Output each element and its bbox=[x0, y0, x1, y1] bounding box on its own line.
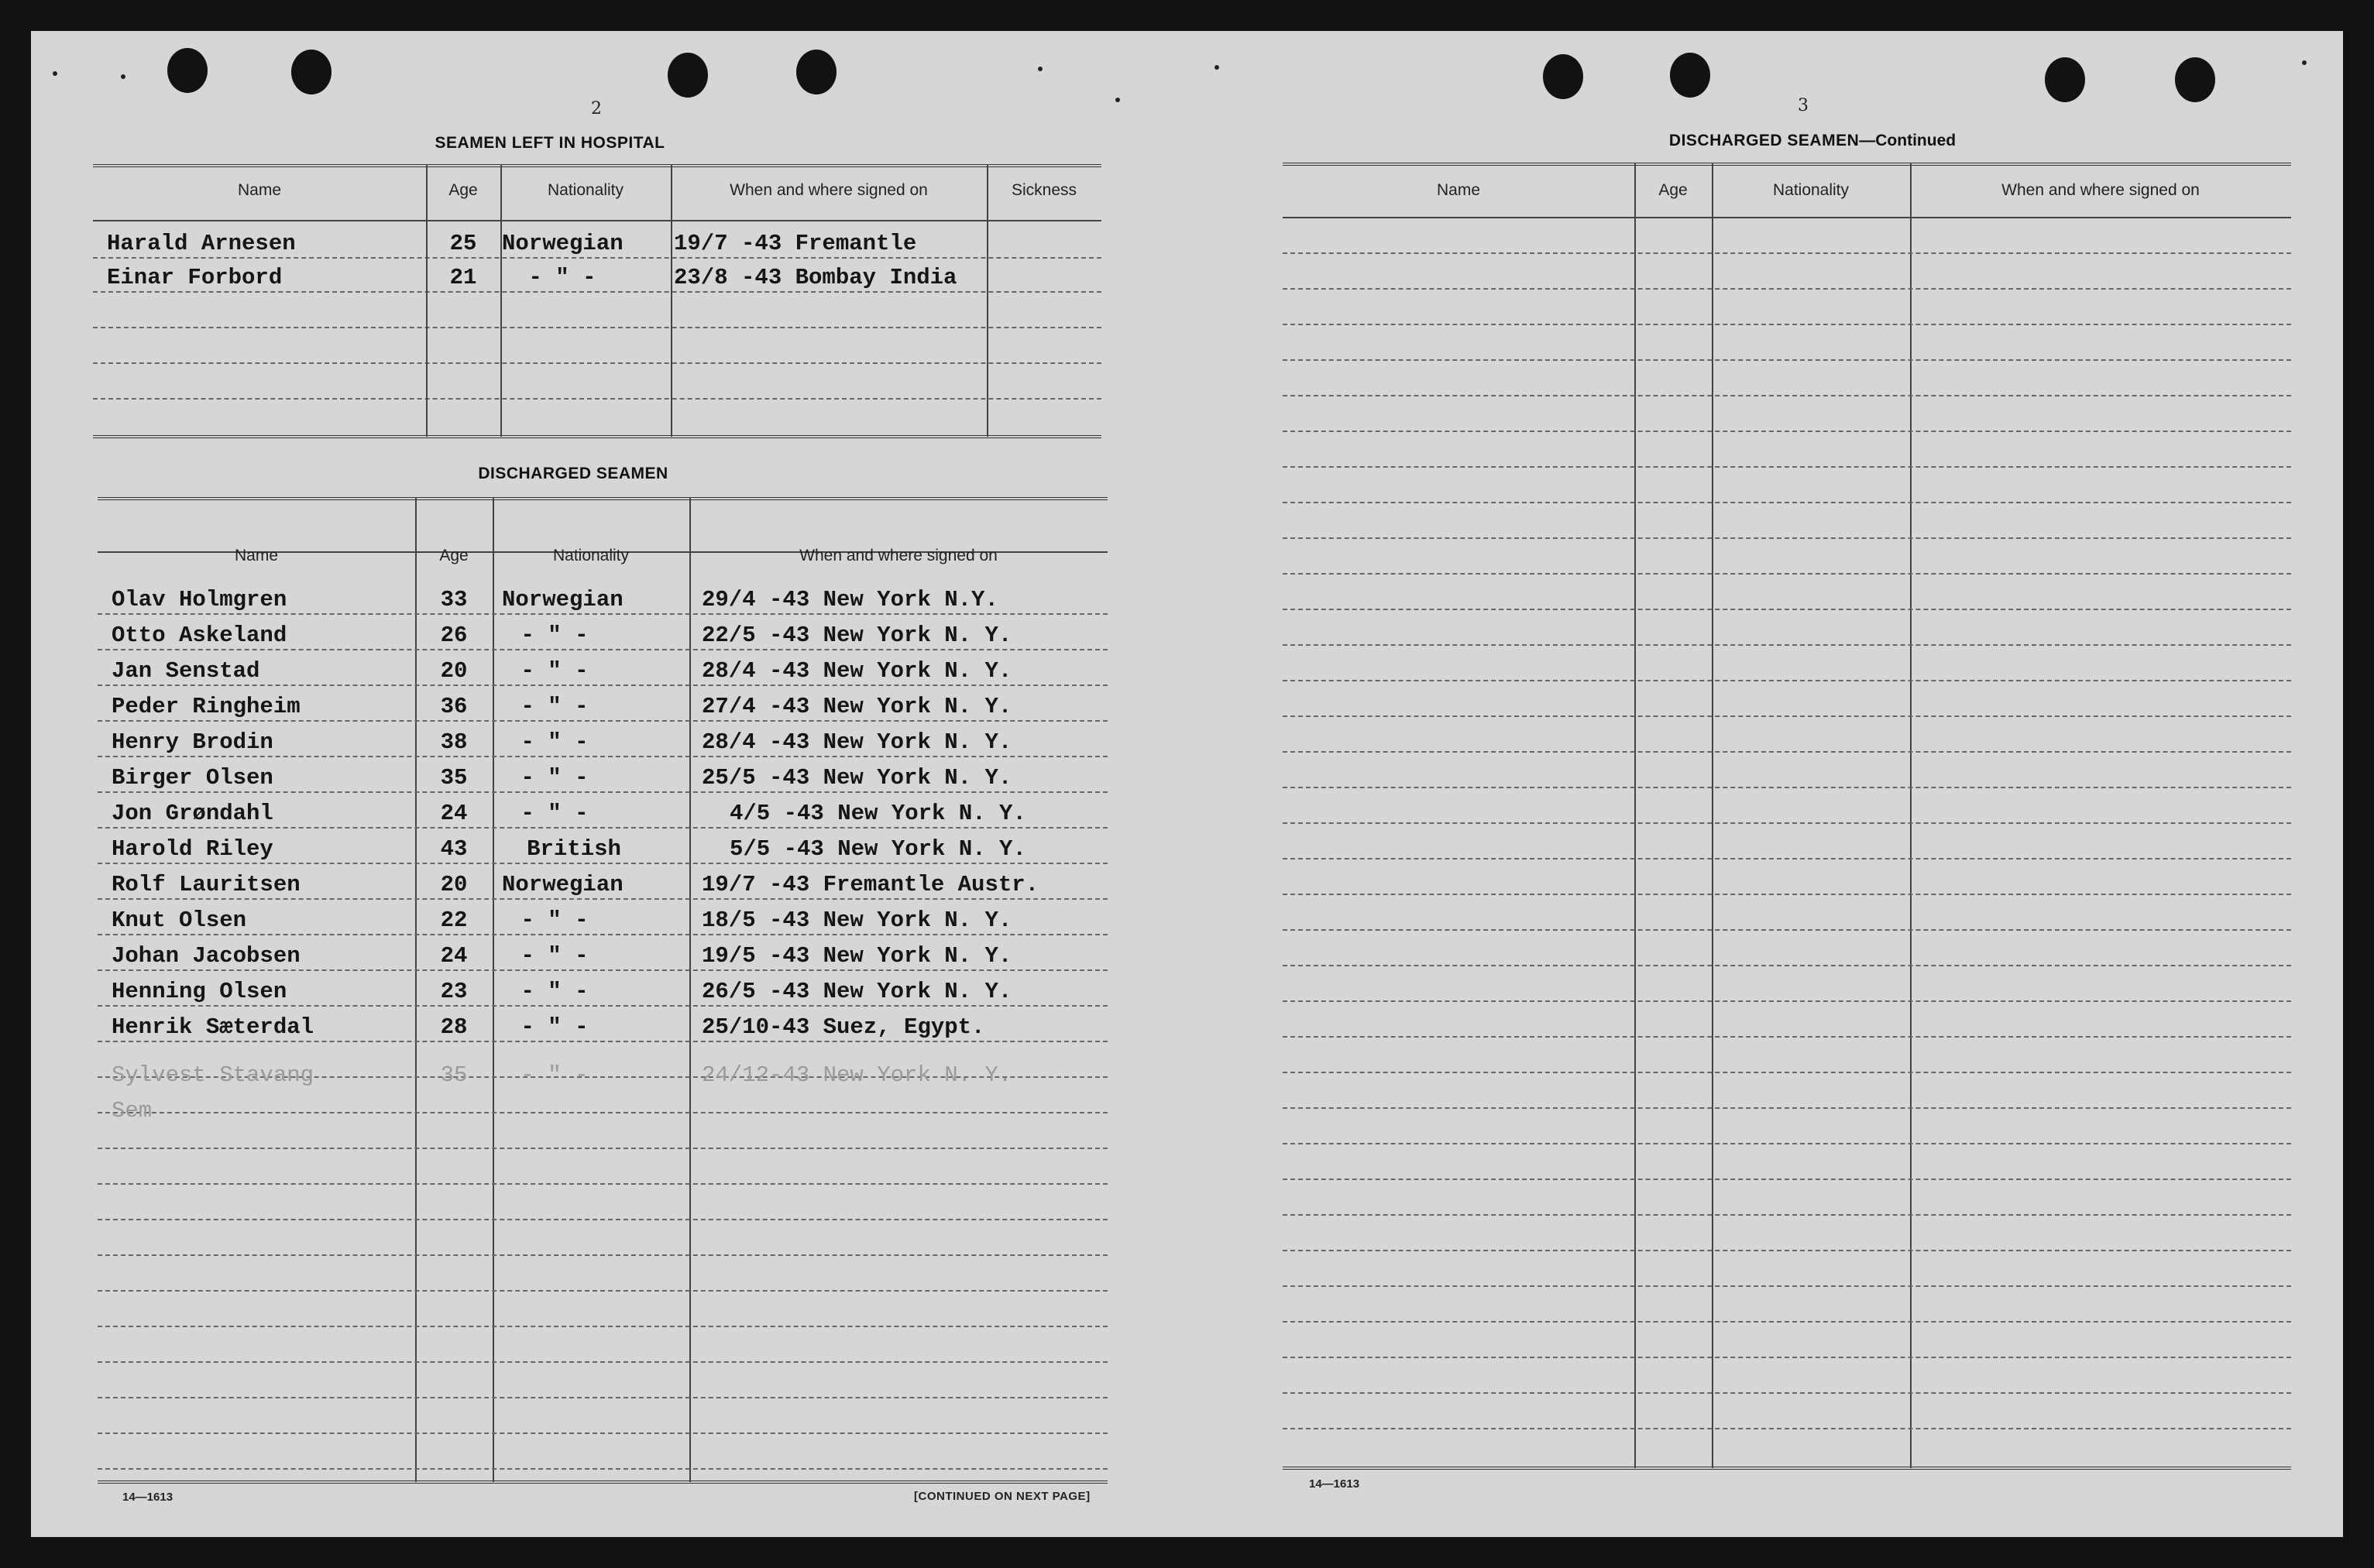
row-rule bbox=[1283, 1285, 2291, 1287]
header-signed-on: When and where signed on bbox=[730, 181, 928, 199]
cell-age: 28 bbox=[440, 1014, 468, 1040]
form-number: 14—1613 bbox=[122, 1491, 173, 1504]
title-main: DISCHARGED SEAMEN bbox=[1668, 132, 1860, 149]
row-rule bbox=[1283, 1214, 2291, 1216]
cell-age: 36 bbox=[440, 694, 468, 719]
row-rule bbox=[1283, 1179, 2291, 1180]
discharged-table bbox=[98, 497, 1108, 1487]
cell-signed-on: 18/5 -43 New York N. Y. bbox=[702, 908, 1012, 933]
row-rule bbox=[1283, 644, 2291, 646]
cell-nationality: Norwegian bbox=[502, 587, 624, 612]
cell-signed-on: 28/4 -43 New York N. Y. bbox=[702, 729, 1012, 755]
column-rule bbox=[1712, 163, 1713, 1468]
table-rule bbox=[93, 164, 1101, 167]
row-rule bbox=[1283, 1357, 2291, 1358]
row-rule bbox=[1283, 1107, 2291, 1109]
cell-signed-on: 26/5 -43 New York N. Y. bbox=[702, 979, 1012, 1004]
row-rule bbox=[98, 1361, 1108, 1363]
cell-nationality: - " - bbox=[520, 694, 589, 719]
column-rule bbox=[1910, 163, 1912, 1468]
cell-name: Johan Jacobsen bbox=[112, 943, 301, 969]
header-signed-on: When and where signed on bbox=[2001, 181, 2200, 199]
table-rule bbox=[1283, 217, 2291, 218]
cell-name: Otto Askeland bbox=[112, 623, 287, 648]
table-rule bbox=[1283, 163, 2291, 166]
cell-age: 23 bbox=[440, 979, 468, 1004]
cell-name: Knut Olsen bbox=[112, 908, 247, 933]
cell-age: 24 bbox=[440, 943, 468, 969]
header-name: Name bbox=[234, 547, 279, 564]
header-sickness: Sickness bbox=[1011, 181, 1077, 199]
table-row bbox=[98, 618, 1108, 652]
cell-signed-on: 19/7 -43 Fremantle bbox=[674, 231, 917, 256]
cell-nationality: - " - bbox=[520, 1014, 589, 1040]
cell-name: Henry Brodin bbox=[112, 729, 273, 755]
cell-name: Harold Riley bbox=[112, 836, 273, 862]
row-rule bbox=[1283, 252, 2291, 254]
row-rule bbox=[98, 1432, 1108, 1434]
cell-nationality: Norwegian bbox=[502, 231, 624, 256]
table-row bbox=[98, 582, 1108, 616]
discharged-section-title: DISCHARGED SEAMEN bbox=[478, 465, 668, 482]
row-rule bbox=[1283, 751, 2291, 753]
page-number: 2 bbox=[591, 99, 602, 118]
header-age: Age bbox=[1658, 181, 1688, 199]
cell-nationality: - " - bbox=[520, 765, 589, 791]
cell-age: 33 bbox=[440, 587, 468, 612]
row-rule bbox=[1283, 929, 2291, 931]
cell-nationality: - " - bbox=[520, 908, 589, 933]
cell-age: 35 bbox=[440, 1062, 468, 1088]
row-rule bbox=[1283, 965, 2291, 966]
column-rule bbox=[500, 164, 502, 437]
cell-signed-on: 29/4 -43 New York N.Y. bbox=[702, 587, 998, 612]
row-rule bbox=[1283, 715, 2291, 717]
row-rule bbox=[93, 362, 1101, 364]
cell-signed-on: 19/5 -43 New York N. Y. bbox=[702, 943, 1012, 969]
cell-nationality: - " - bbox=[520, 1062, 589, 1088]
row-rule bbox=[98, 1397, 1108, 1398]
row-rule bbox=[1283, 431, 2291, 432]
right-page bbox=[1193, 31, 2343, 1537]
row-rule bbox=[1283, 858, 2291, 859]
table-row bbox=[98, 867, 1108, 901]
table-row bbox=[98, 725, 1108, 759]
table-rule bbox=[1283, 1467, 2291, 1470]
cell-age: 35 bbox=[440, 765, 468, 791]
header-nationality: Nationality bbox=[1772, 181, 1850, 199]
cell-name: Birger Olsen bbox=[112, 765, 273, 791]
table-row bbox=[98, 974, 1108, 1008]
row-rule bbox=[1283, 609, 2291, 610]
row-rule bbox=[1283, 894, 2291, 895]
cell-signed-on: 27/4 -43 New York N. Y. bbox=[702, 694, 1012, 719]
cell-name: Olav Holmgren bbox=[112, 587, 287, 612]
cell-age: 24 bbox=[440, 801, 468, 826]
row-rule bbox=[1283, 288, 2291, 290]
row-rule bbox=[1283, 502, 2291, 503]
cell-nationality: British bbox=[527, 836, 621, 862]
cell-nationality: Norwegian bbox=[502, 872, 624, 897]
cell-age: 25 bbox=[449, 231, 477, 256]
cell-age: 21 bbox=[449, 265, 477, 290]
cell-name: Henning Olsen bbox=[112, 979, 287, 1004]
cell-name: Henrik Sæterdal bbox=[112, 1014, 314, 1040]
cell-signed-on: 19/7 -43 Fremantle Austr. bbox=[702, 872, 1039, 897]
table-row bbox=[98, 654, 1108, 688]
cell-age: 20 bbox=[440, 658, 468, 684]
row-rule bbox=[98, 1290, 1108, 1292]
title-suffix: —Continued bbox=[1859, 132, 1957, 149]
row-rule bbox=[1283, 787, 2291, 788]
cell-nationality: - " - bbox=[520, 801, 589, 826]
row-rule bbox=[98, 1183, 1108, 1185]
row-rule bbox=[98, 1326, 1108, 1327]
cell-signed-on: 5/5 -43 New York N. Y. bbox=[730, 836, 1026, 862]
table-row bbox=[93, 226, 1101, 260]
cell-signed-on: 25/10-43 Suez, Egypt. bbox=[702, 1014, 985, 1040]
row-rule bbox=[1283, 395, 2291, 396]
cell-name: Jon Grøndahl bbox=[112, 801, 273, 826]
row-rule bbox=[1283, 1250, 2291, 1251]
row-rule bbox=[1283, 466, 2291, 468]
document-sheet bbox=[31, 31, 2343, 1537]
header-age: Age bbox=[439, 547, 469, 564]
header-name: Name bbox=[1436, 181, 1481, 199]
table-rule bbox=[98, 497, 1108, 500]
hospital-section-title: SEAMEN LEFT IN HOSPITAL bbox=[435, 134, 665, 152]
cell-nationality: - " - bbox=[520, 943, 589, 969]
cell-age: 22 bbox=[440, 908, 468, 933]
cell-name-line2: Sem bbox=[112, 1098, 153, 1124]
cell-age: 26 bbox=[440, 623, 468, 648]
cell-name: Sylvest Stavang bbox=[112, 1062, 314, 1088]
row-rule bbox=[1283, 1036, 2291, 1038]
cell-name: Peder Ringheim bbox=[112, 694, 301, 719]
header-age: Age bbox=[448, 181, 478, 199]
row-rule bbox=[1283, 324, 2291, 325]
header-nationality: Nationality bbox=[547, 181, 624, 199]
row-rule bbox=[1283, 1321, 2291, 1323]
cell-name: Jan Senstad bbox=[112, 658, 260, 684]
cell-signed-on: 4/5 -43 New York N. Y. bbox=[730, 801, 1026, 826]
cell-nationality: - " - bbox=[520, 979, 589, 1004]
row-rule bbox=[1283, 359, 2291, 361]
table-row bbox=[98, 903, 1108, 937]
row-rule bbox=[1283, 680, 2291, 681]
cell-nationality: - " - bbox=[528, 265, 596, 290]
row-rule bbox=[1283, 1000, 2291, 1002]
left-page bbox=[31, 31, 1162, 1537]
table-row-faint bbox=[98, 1093, 1108, 1127]
row-rule bbox=[98, 1468, 1108, 1470]
hospital-table bbox=[93, 164, 1101, 443]
cell-age: 43 bbox=[440, 836, 468, 862]
table-row bbox=[98, 1010, 1108, 1044]
table-row bbox=[98, 689, 1108, 723]
table-rule bbox=[93, 435, 1101, 438]
row-rule bbox=[98, 1219, 1108, 1220]
table-row bbox=[93, 260, 1101, 294]
table-row bbox=[98, 796, 1108, 830]
column-rule bbox=[671, 164, 672, 437]
row-rule bbox=[93, 398, 1101, 400]
row-rule bbox=[93, 327, 1101, 328]
cell-age: 20 bbox=[440, 872, 468, 897]
column-rule bbox=[987, 164, 988, 437]
table-rule bbox=[98, 1481, 1108, 1484]
cell-signed-on: 24/12-43 New York N. Y. bbox=[702, 1062, 1012, 1088]
table-row bbox=[98, 760, 1108, 794]
form-number: 14—1613 bbox=[1309, 1477, 1360, 1491]
continued-note: [CONTINUED ON NEXT PAGE] bbox=[914, 1490, 1091, 1503]
page-number: 3 bbox=[1798, 96, 1809, 115]
row-rule bbox=[1283, 822, 2291, 824]
cell-signed-on: 28/4 -43 New York N. Y. bbox=[702, 658, 1012, 684]
row-rule bbox=[1283, 1072, 2291, 1073]
column-rule bbox=[1634, 163, 1636, 1468]
table-row bbox=[98, 832, 1108, 866]
header-name: Name bbox=[237, 181, 282, 199]
table-row-faint bbox=[98, 1058, 1108, 1092]
cell-name: Harald Arnesen bbox=[107, 231, 296, 256]
discharged-continued-title bbox=[1580, 132, 2045, 150]
table-row bbox=[98, 938, 1108, 973]
column-rule bbox=[426, 164, 428, 437]
row-rule bbox=[1283, 1143, 2291, 1144]
header-signed-on: When and where signed on bbox=[799, 547, 998, 564]
row-rule bbox=[1283, 537, 2291, 539]
row-rule bbox=[1283, 573, 2291, 575]
row-rule bbox=[98, 1148, 1108, 1149]
cell-name: Einar Forbord bbox=[107, 265, 283, 290]
continued-table bbox=[1283, 163, 2291, 1471]
cell-signed-on: 25/5 -43 New York N. Y. bbox=[702, 765, 1012, 791]
cell-age: 38 bbox=[440, 729, 468, 755]
row-rule bbox=[98, 1254, 1108, 1256]
cell-nationality: - " - bbox=[520, 729, 589, 755]
table-rule bbox=[93, 220, 1101, 221]
cell-signed-on: 23/8 -43 Bombay India bbox=[674, 265, 957, 290]
cell-name: Rolf Lauritsen bbox=[112, 872, 301, 897]
cell-signed-on: 22/5 -43 New York N. Y. bbox=[702, 623, 1012, 648]
row-rule bbox=[1283, 1428, 2291, 1429]
header-nationality: Nationality bbox=[552, 547, 630, 564]
cell-nationality: - " - bbox=[520, 623, 589, 648]
row-rule bbox=[1283, 1392, 2291, 1394]
cell-nationality: - " - bbox=[520, 658, 589, 684]
